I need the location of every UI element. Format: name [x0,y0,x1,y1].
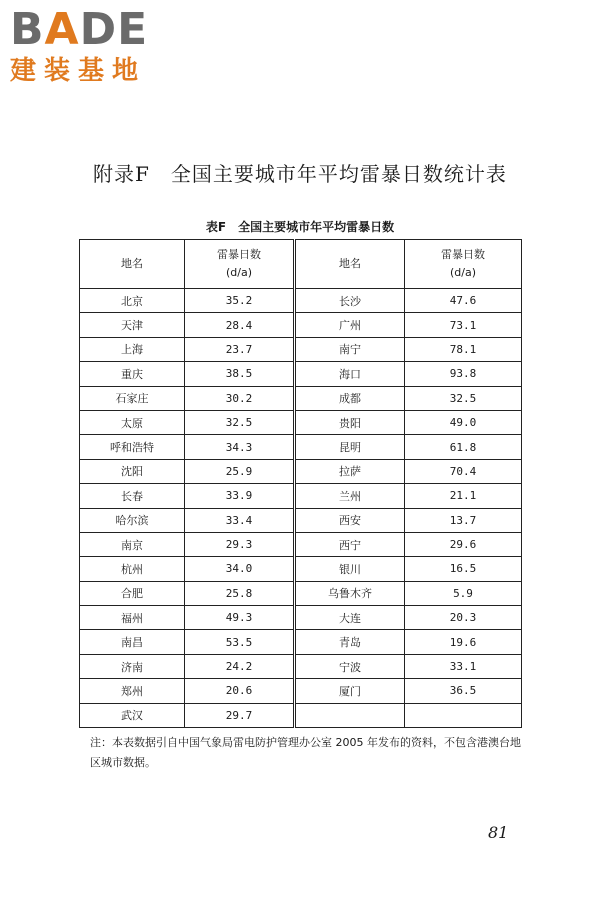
days-cell: 32.5 [185,410,295,434]
header-city-right: 地名 [295,240,405,289]
days-cell: 25.9 [185,459,295,483]
days-cell: 29.7 [185,703,295,727]
days-cell: 21.1 [405,484,522,508]
header-city-left: 地名 [80,240,185,289]
table-row [80,532,522,556]
city-cell: 上海 [80,337,185,361]
thunderstorm-table [79,239,521,728]
city-cell: 石家庄 [80,386,185,410]
days-cell: 20.6 [185,679,295,703]
city-cell: 兰州 [295,484,405,508]
city-cell: 贵阳 [295,410,405,434]
days-cell: 24.2 [185,654,295,678]
table-row [80,362,522,386]
days-cell: 30.2 [185,386,295,410]
city-cell: 厦门 [295,679,405,703]
table-row [80,606,522,630]
city-cell: 成都 [295,386,405,410]
table-body [80,289,522,728]
table-row [80,703,522,727]
city-cell: 呼和浩特 [80,435,185,459]
days-cell: 33.9 [185,484,295,508]
city-cell: 郑州 [80,679,185,703]
days-cell: 35.2 [185,289,295,313]
header-days-right: 雷暴日数 (d/a) [405,240,522,289]
days-cell: 33.1 [405,654,522,678]
city-cell: 长春 [80,484,185,508]
days-cell: 13.7 [405,508,522,532]
bade-logo [10,6,180,86]
city-cell: 北京 [80,289,185,313]
table-row [80,289,522,313]
city-cell: 海口 [295,362,405,386]
days-cell: 5.9 [405,581,522,605]
page-number: 81 [488,823,509,842]
days-cell: 93.8 [405,362,522,386]
city-cell: 长沙 [295,289,405,313]
city-cell: 西安 [295,508,405,532]
days-cell [405,703,522,727]
city-cell: 乌鲁木齐 [295,581,405,605]
days-cell: 49.0 [405,410,522,434]
city-cell: 重庆 [80,362,185,386]
table-header-row [80,240,522,289]
table-row [80,313,522,337]
city-cell: 沈阳 [80,459,185,483]
days-cell: 25.8 [185,581,295,605]
days-cell: 23.7 [185,337,295,361]
days-cell: 78.1 [405,337,522,361]
city-cell: 拉萨 [295,459,405,483]
city-cell: 杭州 [80,557,185,581]
days-cell: 47.6 [405,289,522,313]
table-row [80,410,522,434]
page-title: 附录F 全国主要城市年平均雷暴日数统计表 [93,162,507,186]
city-cell: 天津 [80,313,185,337]
days-cell: 34.0 [185,557,295,581]
table-row [80,679,522,703]
table-row [80,435,522,459]
city-cell: 大连 [295,606,405,630]
table-caption: 表F 全国主要城市年平均雷暴日数 [205,220,395,234]
days-cell: 34.3 [185,435,295,459]
days-cell: 49.3 [185,606,295,630]
city-cell: 合肥 [80,581,185,605]
table-row [80,484,522,508]
city-cell: 哈尔滨 [80,508,185,532]
city-cell: 福州 [80,606,185,630]
days-cell: 73.1 [405,313,522,337]
city-cell: 太原 [80,410,185,434]
days-cell: 61.8 [405,435,522,459]
days-cell: 29.6 [405,532,522,556]
days-cell: 38.5 [185,362,295,386]
days-cell: 32.5 [405,386,522,410]
table-row [80,386,522,410]
days-cell: 20.3 [405,606,522,630]
table-row [80,557,522,581]
table-row [80,459,522,483]
days-cell: 19.6 [405,630,522,654]
city-cell: 宁波 [295,654,405,678]
days-cell: 16.5 [405,557,522,581]
table-row [80,508,522,532]
city-cell: 广州 [295,313,405,337]
city-cell: 昆明 [295,435,405,459]
logo-subtitle: 建装基地 [10,56,147,86]
header-days-left: 雷暴日数 (d/a) [185,240,295,289]
table-row [80,654,522,678]
days-cell: 70.4 [405,459,522,483]
table-note: 注：本表数据引自中国气象局雷电防护管理办公室 2005 年发布的资料，不包含港澳台地区城市数据。 [90,736,521,769]
days-cell: 33.4 [185,508,295,532]
city-cell: 南宁 [295,337,405,361]
city-cell: 西宁 [295,532,405,556]
days-cell: 53.5 [185,630,295,654]
city-cell: 南昌 [80,630,185,654]
table-row [80,630,522,654]
city-cell: 南京 [80,532,185,556]
city-cell: 银川 [295,557,405,581]
city-cell: 济南 [80,654,185,678]
city-cell [295,703,405,727]
days-cell: 29.3 [185,532,295,556]
table-row [80,337,522,361]
logo-wordmark: BADE [10,4,149,55]
days-cell: 36.5 [405,679,522,703]
city-cell: 武汉 [80,703,185,727]
table-row [80,581,522,605]
days-cell: 28.4 [185,313,295,337]
city-cell: 青岛 [295,630,405,654]
